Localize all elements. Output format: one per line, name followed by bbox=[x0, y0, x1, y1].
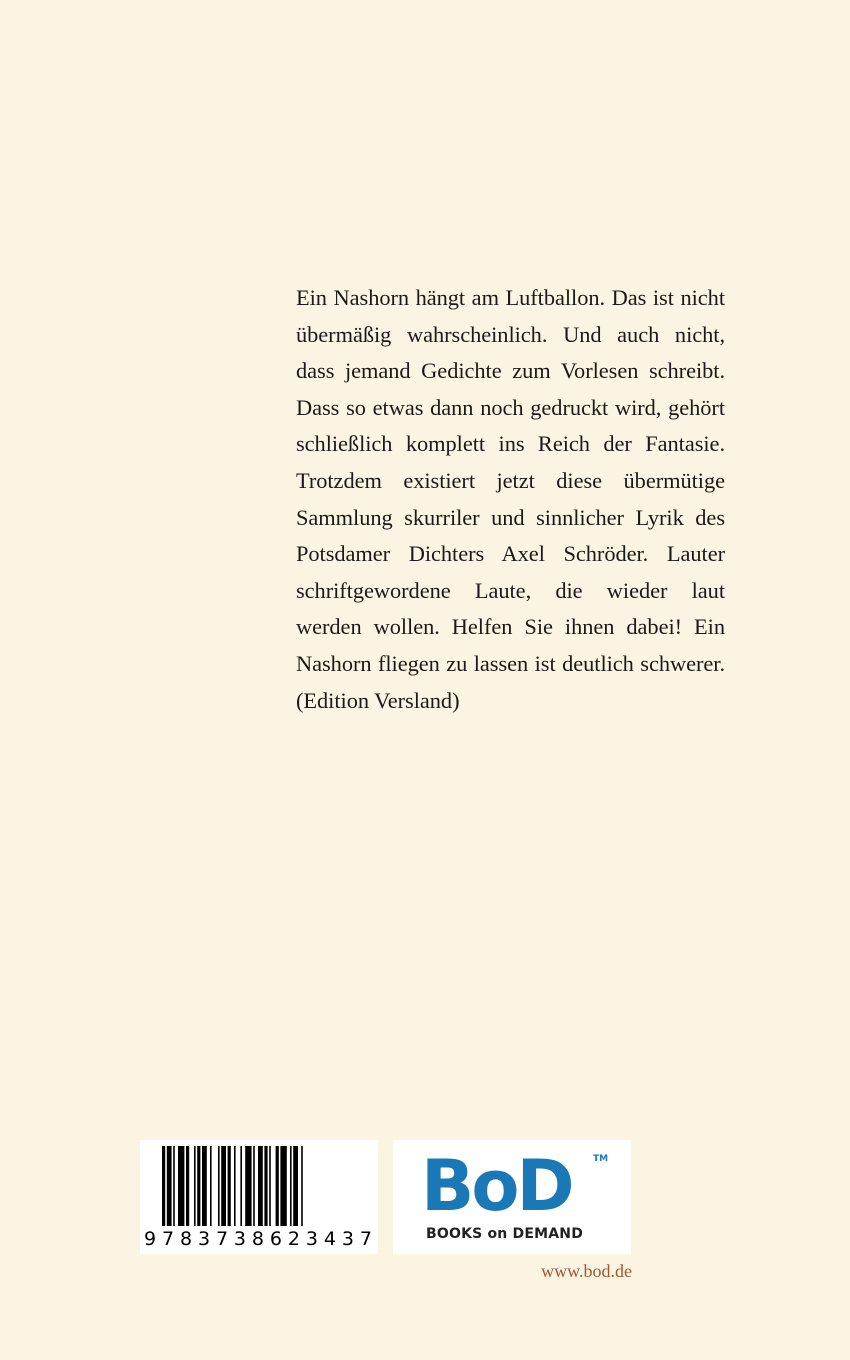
barcode-bar bbox=[162, 1146, 165, 1226]
barcode-bar bbox=[301, 1146, 303, 1226]
barcode-bar bbox=[276, 1146, 279, 1226]
barcode-bar bbox=[221, 1146, 226, 1226]
blurb-line: Trotzdem existiert jetzt diese übermütige bbox=[296, 467, 725, 493]
barcode-bar bbox=[173, 1146, 175, 1226]
isbn-number bbox=[140, 1228, 378, 1250]
barcode-bar bbox=[228, 1146, 231, 1226]
barcode-bar bbox=[178, 1146, 184, 1226]
barcode-bar bbox=[269, 1146, 271, 1226]
isbn-digit: 8 bbox=[251, 1228, 264, 1250]
publisher-website[interactable]: www.bod.de bbox=[541, 1261, 632, 1281]
blurb-line: schriftgewordene Laute, die wieder laut bbox=[296, 577, 725, 603]
blurb-line: Potsdamer Dichters Axel Schröder. Lauter bbox=[296, 541, 725, 567]
isbn-digit: 8 bbox=[179, 1228, 193, 1250]
publisher-logo bbox=[393, 1140, 631, 1254]
isbn-digit: 7 bbox=[215, 1228, 229, 1250]
isbn-digit: 3 bbox=[233, 1228, 247, 1250]
isbn-digit: 7 bbox=[359, 1228, 372, 1250]
blurb-line: Dass so etwas dann noch gedruckt wird, gehört bbox=[296, 394, 725, 420]
blurb-line-imprint: (Edition Versland) bbox=[296, 687, 460, 713]
barcode-bar bbox=[253, 1146, 255, 1226]
blurb-line: schließlich komplett ins Reich der Fantasie. bbox=[296, 431, 725, 457]
blurb-line: Nashorn fliegen zu lassen ist deutlich schwerer. bbox=[296, 650, 725, 676]
barcode-bar bbox=[234, 1146, 236, 1226]
blurb-line: Ein Nashorn hängt am Luftballon. Das ist nicht bbox=[296, 285, 725, 310]
blurb-text bbox=[296, 280, 725, 719]
isbn-digit: 3 bbox=[305, 1228, 318, 1250]
barcode-bar bbox=[218, 1146, 220, 1226]
isbn-digit: 2 bbox=[287, 1228, 300, 1250]
bod-tagline: BOOKS on DEMAND bbox=[426, 1226, 584, 1242]
barcode-bar bbox=[194, 1146, 196, 1226]
barcode-bar bbox=[293, 1146, 298, 1226]
barcode-bar bbox=[202, 1146, 207, 1226]
barcode-bar bbox=[186, 1146, 189, 1226]
bod-logo-mark: BoD bbox=[421, 1145, 572, 1227]
blurb-line: dass jemand Gedichte zum Vorlesen schreibt. bbox=[296, 358, 725, 384]
barcode-bar bbox=[264, 1146, 267, 1226]
barcode-bar bbox=[258, 1146, 263, 1226]
blurb-line: übermäßig wahrscheinlich. Und auch nicht, bbox=[296, 321, 725, 347]
barcode-bar bbox=[167, 1146, 172, 1226]
barcode-bar bbox=[290, 1146, 292, 1226]
isbn-digit: 6 bbox=[269, 1228, 282, 1250]
blurb-line: werden wollen. Helfen Sie ihnen dabei! Ein bbox=[296, 614, 725, 640]
blurb-line: Sammlung skurriler und sinnlicher Lyrik des bbox=[296, 504, 725, 530]
isbn-digit: 7 bbox=[161, 1228, 175, 1250]
barcode-bar bbox=[210, 1146, 212, 1226]
isbn-digit: 3 bbox=[197, 1228, 211, 1250]
isbn-barcode bbox=[140, 1140, 378, 1254]
barcode-bar bbox=[245, 1146, 251, 1226]
isbn-digit: 4 bbox=[323, 1228, 336, 1250]
barcode-bar bbox=[197, 1146, 200, 1226]
barcode-bars bbox=[140, 1140, 378, 1232]
trademark-symbol: TM bbox=[593, 1154, 609, 1164]
barcode-bar bbox=[240, 1146, 242, 1226]
isbn-digit: 9 bbox=[144, 1228, 157, 1250]
isbn-digit: 3 bbox=[341, 1228, 354, 1250]
barcode-bar bbox=[280, 1146, 286, 1226]
